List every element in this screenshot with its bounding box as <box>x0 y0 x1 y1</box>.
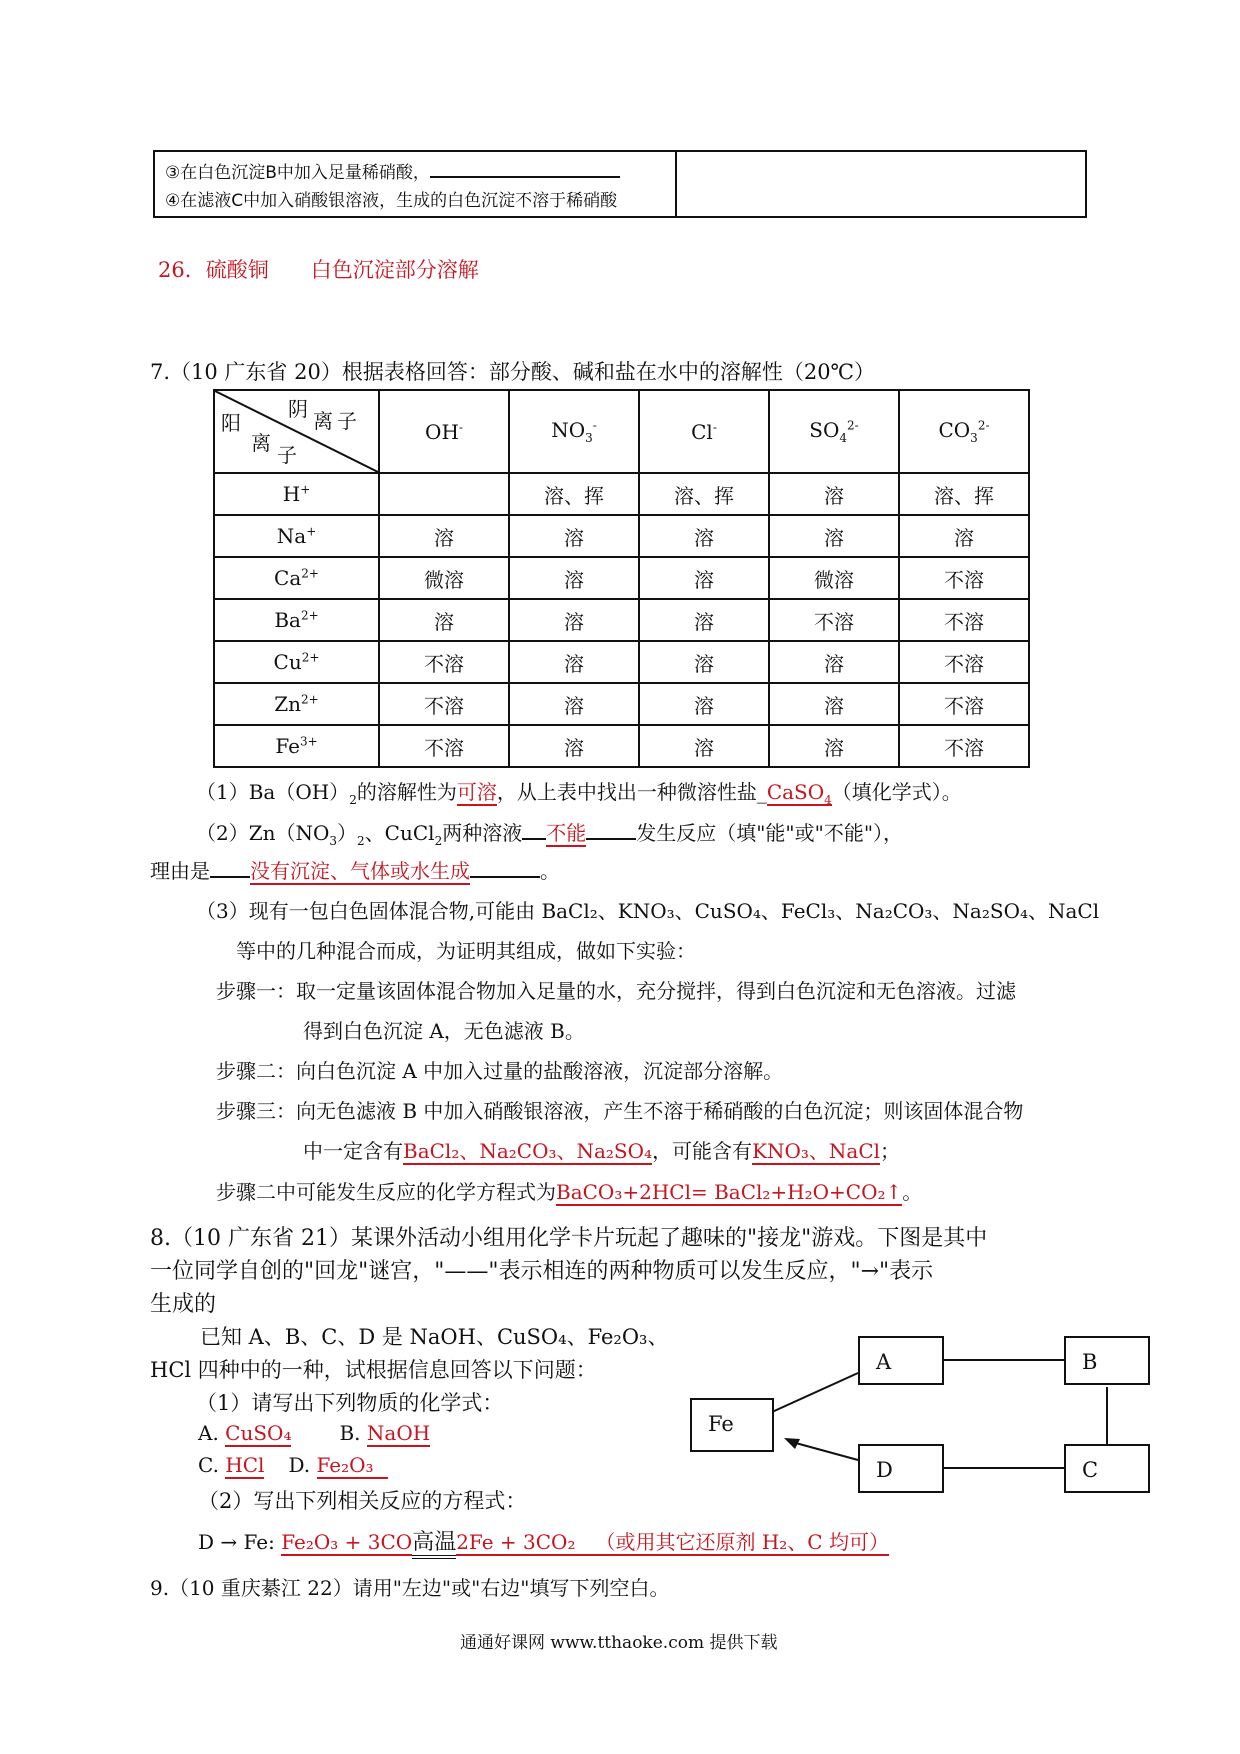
corner-cation-3: 子 <box>277 443 297 467</box>
table-cell: 不溶 <box>379 641 509 683</box>
table-cell: 溶 <box>639 725 769 767</box>
step4-text: ④在滤液C中加入硝酸银溶液，生成的白色沉淀不溶于稀硝酸 <box>165 191 618 211</box>
row-header: $Cu^{2+}$ <box>214 641 379 683</box>
table-row <box>214 599 1029 641</box>
table-cell: 溶 <box>509 557 639 599</box>
q8-line2: 一位同学自创的"回龙"谜宫，"——"表示相连的两种物质可以发生反应，"→"表示 <box>150 1259 934 1284</box>
answer-a: 硫酸铜 <box>205 258 269 282</box>
corner-cation-1: 阳 <box>221 411 241 435</box>
solubility-table <box>213 389 1030 768</box>
table-cell: 溶 <box>639 557 769 599</box>
answer-certain: BaCl₂、Na₂CO₃、Na₂SO₄ <box>403 1139 653 1163</box>
table-cell: 溶、挥 <box>639 473 769 515</box>
row-header: $Fe^{3+}$ <box>214 725 379 767</box>
condition-high-temp: 高温 <box>412 1530 456 1559</box>
box-fe: Fe <box>690 1398 774 1452</box>
step3-line1: 步骤三：向无色滤液 B 中加入硝酸银溶液，产生不溶于稀硝酸的白色沉淀；则该固体混合物 <box>216 1099 1024 1123</box>
table-row <box>214 473 1029 515</box>
row-header: $Ba^{2+}$ <box>214 599 379 641</box>
table-cell: 溶 <box>639 683 769 725</box>
table-cell: 溶 <box>639 641 769 683</box>
answer-b: NaOH <box>366 1421 431 1445</box>
table-cell: 溶、挥 <box>509 473 639 515</box>
row-header: Na+ <box>214 515 379 557</box>
answer-reason: 没有沉淀、气体或水生成 <box>250 859 470 883</box>
table-row <box>214 557 1029 599</box>
table-cell: 微溶 <box>769 557 899 599</box>
table-row <box>214 683 1029 725</box>
question-9: 9.（10 重庆綦江 22）请用"左边"或"右边"填写下列空白。 <box>150 1576 670 1600</box>
table-cell: 溶 <box>509 599 639 641</box>
step3-line2: 中一定含有BaCl₂、Na₂CO₃、Na₂SO₄，可能含有KNO₃、NaCl； <box>303 1139 901 1163</box>
step2-equation: 步骤二中可能发生反应的化学方程式为BaCO₃+2HCl= BaCl₂+H₂O+CO₂↑。 <box>216 1180 923 1204</box>
answer-number: 26． <box>158 258 206 282</box>
column-header: $NO_3^-$ <box>509 390 639 473</box>
table-cell: 不溶 <box>379 683 509 725</box>
answer-c: HCl <box>225 1453 265 1477</box>
answer-d: Fe₂O₃ <box>317 1453 388 1479</box>
q8-answers-cd: C. HCl D. Fe₂O₃ <box>198 1453 388 1477</box>
table-cell <box>379 473 509 515</box>
q7-part2: $(2)Zn(NO_3)_2$、CuCl$_2$两种溶液 不能 发生反应（填"能"或"不能"）， <box>196 821 904 848</box>
q7-part3-line2: 等中的几种混合而成，为证明其组成，做如下实验： <box>236 939 696 963</box>
answer-cannot: 不能 <box>546 821 587 845</box>
table-cell: 溶 <box>639 515 769 557</box>
q8-sub1: （1）请写出下列物质的化学式： <box>196 1391 504 1415</box>
table-cell: 不溶 <box>899 599 1029 641</box>
table-cell: 溶 <box>769 473 899 515</box>
step3-text <box>165 158 620 183</box>
table-cell: 溶 <box>769 515 899 557</box>
q8-line4: 已知 A、B、C、D 是 NaOH、CuSO₄、Fe₂O₃、 <box>200 1325 669 1349</box>
table-cell: 溶 <box>509 725 639 767</box>
q8-equation: D → Fe: Fe₂O₃ + 3CO高温2Fe + 3CO₂ （或用其它还原剂 H₂、C 均可） <box>198 1525 889 1556</box>
corner-anion-1: 阴 <box>288 397 308 421</box>
table-row <box>214 515 1029 557</box>
box-c: C <box>1064 1444 1150 1493</box>
table-cell: 溶 <box>509 683 639 725</box>
step1-line2: 得到白色沉淀 A，无色滤液 B。 <box>303 1019 585 1043</box>
answer-caso4: CaSO$_4$ <box>766 780 832 807</box>
q8-sub2: （2）写出下列相关反应的方程式： <box>198 1489 527 1513</box>
row-header: $Zn^{2+}$ <box>214 683 379 725</box>
table-cell: 溶、挥 <box>899 473 1029 515</box>
answer-b: 白色沉淀部分溶解 <box>310 258 479 282</box>
table-cell: 溶 <box>509 515 639 557</box>
corner-anion-3: 子 <box>337 409 357 433</box>
q8-answers-ab: A. CuSO₄ B. NaOH <box>198 1421 431 1445</box>
box-d: D <box>858 1444 944 1493</box>
column-header: $CO_3^{2-}$ <box>899 390 1029 473</box>
column-header: $SO_4^{2-}$ <box>769 390 899 473</box>
q7-part1: $(1)Ba(OH)_2$的溶解性为可溶，从上表中找出一种微溶性盐_CaSO$_4$（填化学式）。 <box>196 780 962 807</box>
table-cell: 溶 <box>639 599 769 641</box>
table-cell: 不溶 <box>899 683 1029 725</box>
table-cell: 不溶 <box>899 557 1029 599</box>
q7-reason: 理由是 没有沉淀、气体或水生成 。 <box>150 859 560 883</box>
answer-possible: KNO₃、NaCl <box>752 1139 881 1163</box>
table-cell: 不溶 <box>769 599 899 641</box>
table-cell: 溶 <box>769 641 899 683</box>
table-cell: 不溶 <box>379 725 509 767</box>
q8-line5: HCl 四种中的一种，试根据信息回答以下问题： <box>150 1358 597 1382</box>
table-cell: 溶 <box>379 599 509 641</box>
q7-part3-line1: （3）现有一包白色固体混合物,可能由 BaCl₂、KNO₃、CuSO₄、FeCl₃、Na₂CO₃、Na₂SO₄、NaCl <box>196 899 1100 923</box>
table-cell: 溶 <box>379 515 509 557</box>
answer-blank <box>430 162 620 178</box>
answer-equation: BaCO₃+2HCl= BaCl₂+H₂O+CO₂↑ <box>556 1180 903 1204</box>
column-header: Cl- <box>639 390 769 473</box>
answer-soluble: 可溶 <box>456 780 497 804</box>
box-a: A <box>858 1336 944 1385</box>
column-header: OH- <box>379 390 509 473</box>
q8-line3: 生成的 <box>150 1292 217 1317</box>
answer-26 <box>158 254 479 284</box>
q8-line1: 8.（10 广东省 21）某课外活动小组用化学卡片玩起了趣味的"接龙"游戏。下图是其中 <box>150 1226 988 1251</box>
table-cell: 溶 <box>509 641 639 683</box>
answer-a: CuSO₄ <box>225 1421 292 1445</box>
step2: 步骤二：向白色沉淀 A 中加入过量的盐酸溶液，沉淀部分溶解。 <box>216 1059 784 1083</box>
table-row <box>214 641 1029 683</box>
step3-label: ③在白色沉淀B中加入足量稀硝酸， <box>165 163 430 183</box>
column-divider <box>675 152 677 216</box>
step1-line1: 步骤一：取一定量该固体混合物加入足量的水，充分搅拌，得到白色沉淀和无色溶液。过滤 <box>216 979 1016 1003</box>
question-7-title: 7.（10 广东省 20）根据表格回答：部分酸、碱和盐在水中的溶解性（20℃） <box>150 360 876 384</box>
row-header: $Ca^{2+}$ <box>214 557 379 599</box>
table-cell: 溶 <box>769 683 899 725</box>
experiment-table-fragment <box>153 150 1087 218</box>
row-header: H+ <box>214 473 379 515</box>
table-cell: 不溶 <box>899 641 1029 683</box>
page-footer: 通通好课网 www.tthaoke.com 提供下载 <box>460 1633 778 1653</box>
table-row <box>214 725 1029 767</box>
table-cell: 溶 <box>899 515 1029 557</box>
table-cell: 溶 <box>769 725 899 767</box>
answer-equation-d-fe: Fe₂O₃ + 3CO <box>281 1530 413 1554</box>
table-cell: 微溶 <box>379 557 509 599</box>
table-cell: 不溶 <box>899 725 1029 767</box>
box-b: B <box>1064 1336 1150 1385</box>
corner-anion-2: 离 <box>313 409 333 433</box>
table-corner-cell <box>214 390 379 473</box>
corner-cation-2: 离 <box>251 431 271 455</box>
